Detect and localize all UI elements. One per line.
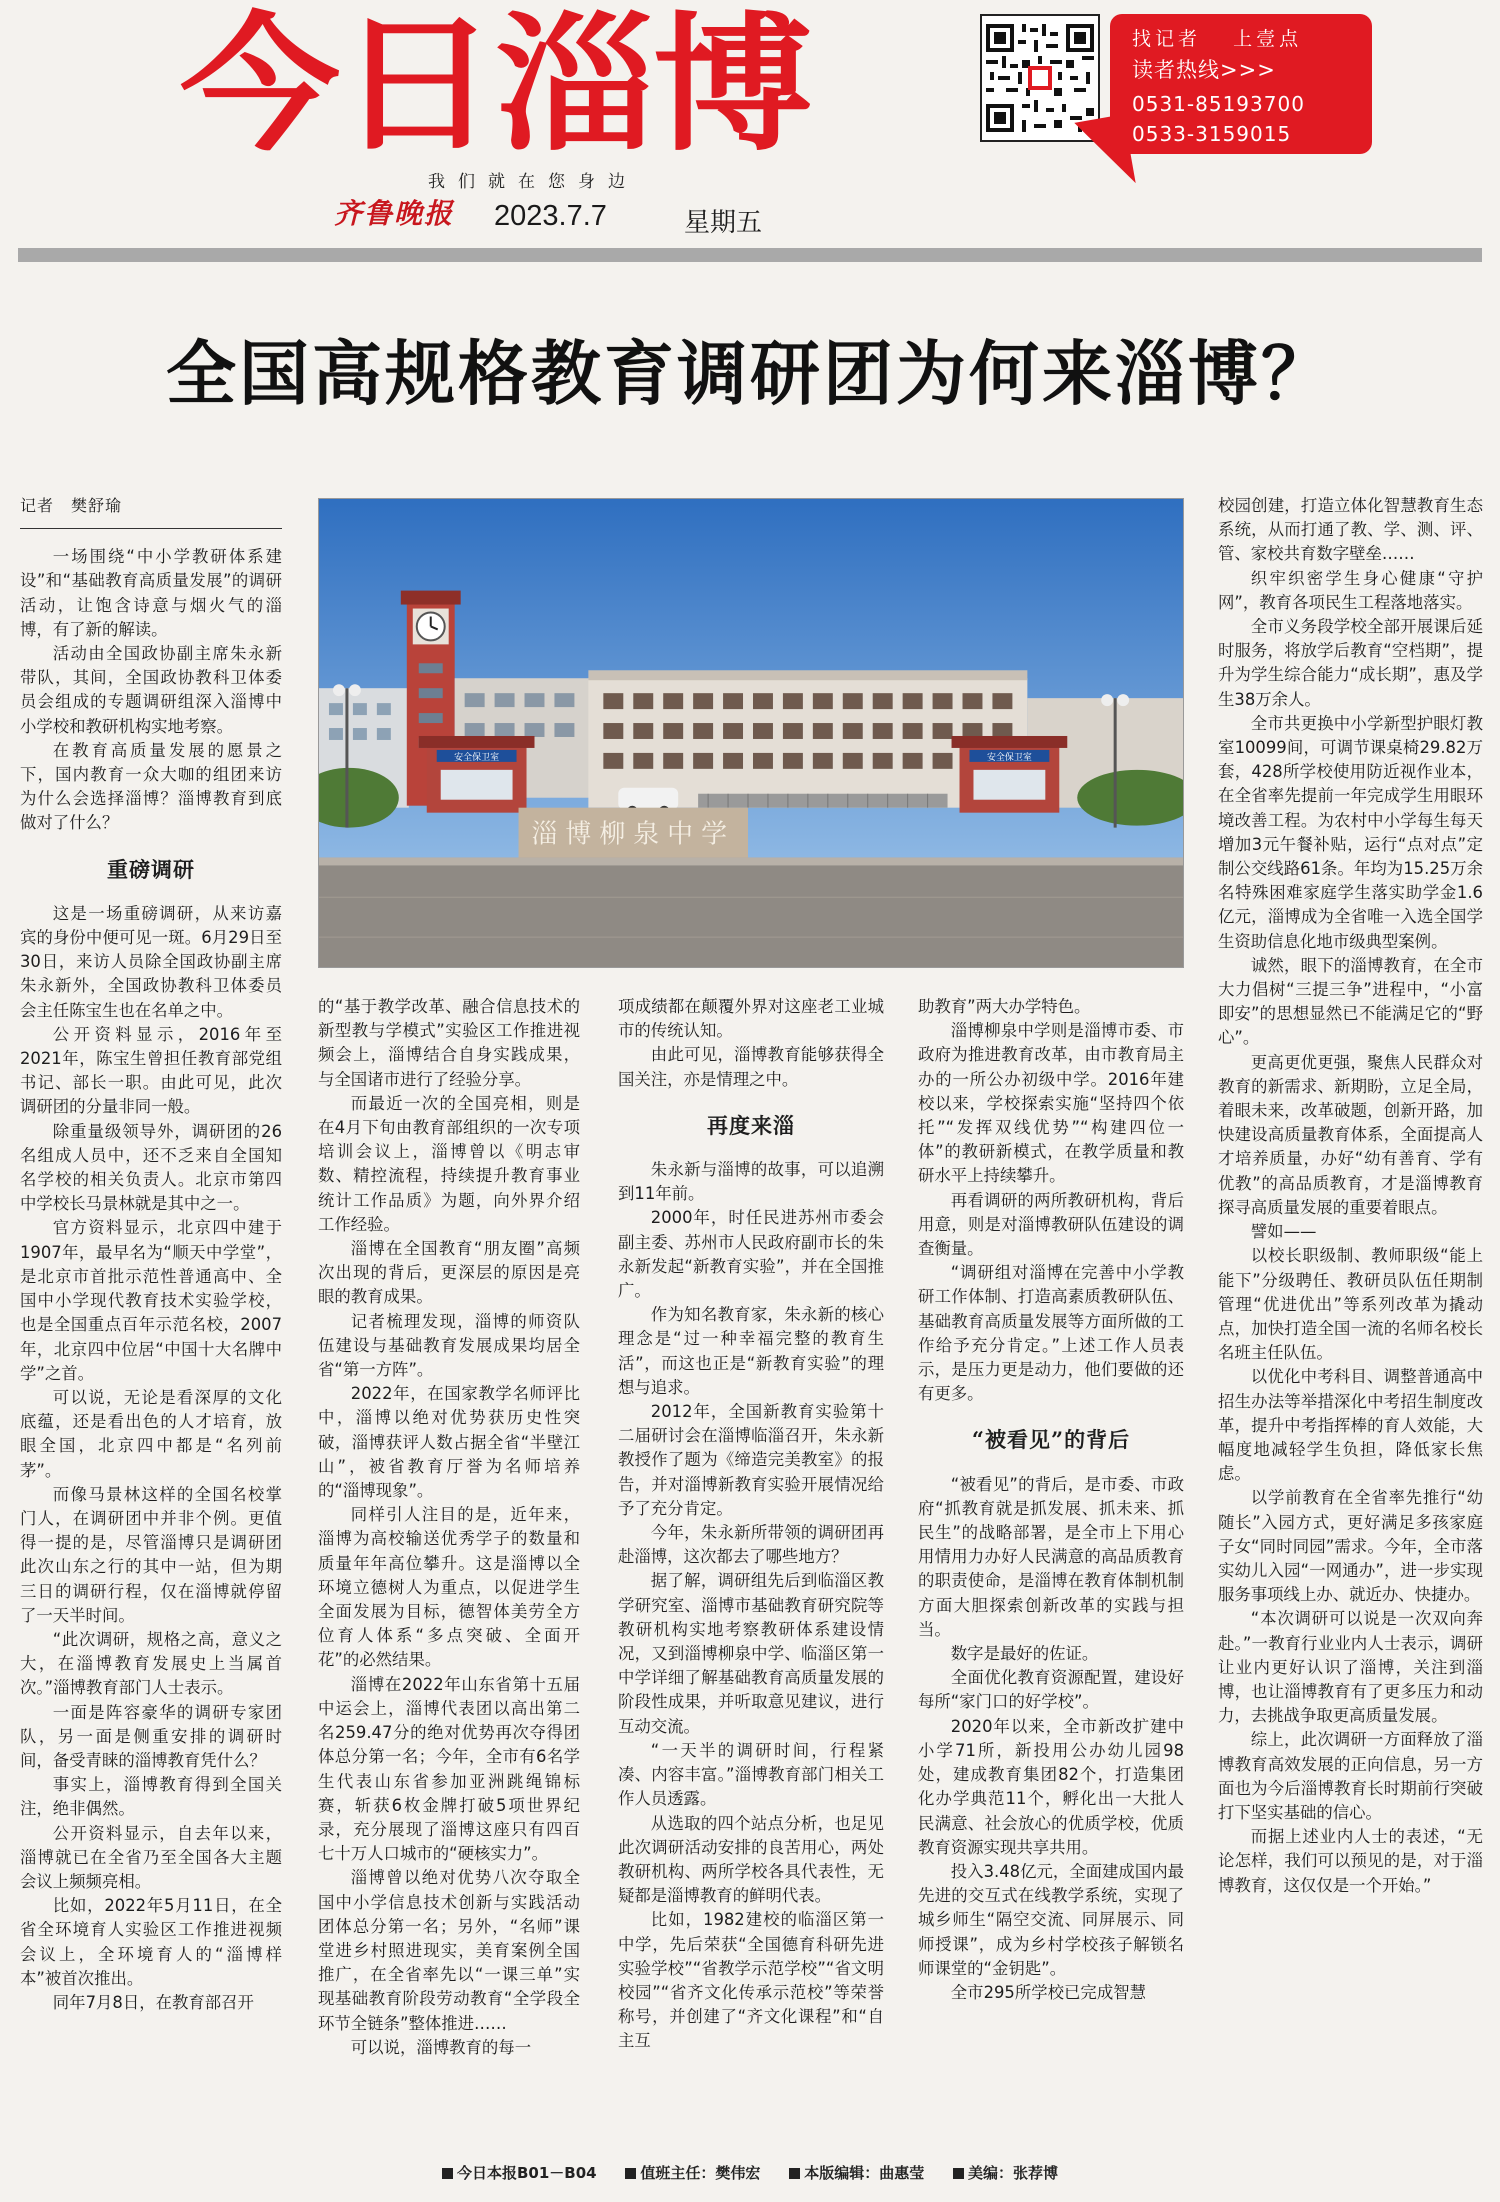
paragraph: 淄博曾以绝对优势八次夺取全国中小学信息技术创新与实践活动团体总分第一名；另外，“名师”课堂进乡村照进现实，美育案例全国推广，在全省率先以“一课三单”实现基础教育阶段劳动教育“全学段全环节全链条”整体推进……: [318, 1868, 580, 2033]
masthead: [0, 0, 1500, 270]
guard-house-left-sign: 安全保卫室: [454, 752, 500, 763]
paragraph: 以优化中考科目、调整普通高中招生办法等举措深化中考招生制度改革，提升中考指挥棒的育人效能，大幅度地减轻学生负担，降低家长焦虑。: [1218, 1367, 1483, 1484]
footer-item: [789, 2164, 924, 2182]
article-column-2: [318, 995, 580, 2157]
paragraph: 淄博在2022年山东省第十五届中运会上，淄博代表团以高出第二名259.47分的绝对优势再次夺得团体总分第一名；今年，全市有6名学生代表山东省参加亚洲跳绳锦标赛，斩获6枚金牌打破5项世界纪录，充分展现了淄博这座只有四百七十万人口城市的“硬核实力”。: [318, 1674, 580, 1864]
paragraph: 朱永新与淄博的故事，可以追溯到11年前。: [618, 1160, 884, 1204]
masthead-divider: [18, 248, 1482, 262]
reader-hotline-box: [1110, 14, 1372, 154]
paragraph: 校园创建，打造立体化智慧教育生态系统，从而打通了教、学、测、评、管、家校共育数字壁垒……: [1218, 496, 1483, 564]
paragraph: 全市295所学校已完成智慧: [950, 1982, 1146, 2002]
paragraph: 公开资料显示，2016年至2021年，陈宝生曾担任教育部党组书记、部长一职。由此可见，此次调研团的分量非同一般。: [20, 1024, 282, 1117]
paragraph: 而最近一次的全国亮相，则是在4月下旬由教育部组织的一次专项培训会议上，淄博曾以《明志审数、精控流程，持续提升教育事业统计工作品质》为题，向外界介绍工作经验。: [318, 1093, 580, 1234]
square-bullet-icon: [789, 2168, 800, 2179]
hotline-phone-2[interactable]: 0533-3159015: [1132, 122, 1292, 146]
paragraph: 同年7月8日，在教育部召开: [52, 1992, 254, 2012]
paragraph: 记者梳理发现，淄博的师资队伍建设与基础教育发展成果均居全省“第一方阵”。: [318, 1311, 580, 1380]
footer-art-editor: 美编：张荐博: [967, 2164, 1058, 2182]
paragraph: 投入3.48亿元，全面建成国内最先进的交互式在线教学系统，实现了城乡师生“隔空交流、同屏展示、同师授课”，成为乡村学校孩子解锁名师课堂的“金钥匙”。: [918, 1861, 1184, 1978]
paragraph: 一面是阵容豪华的调研专家团队，另一面是侧重安排的调研时间，备受青睐的淄博教育凭什么？: [20, 1702, 282, 1770]
square-bullet-icon: [442, 2168, 453, 2179]
byline: 记者 樊舒瑜: [20, 496, 123, 515]
paragraph: 今年，朱永新所带领的调研团再赴淄博，这次都去了哪些地方？: [618, 1523, 884, 1567]
paragraph: 可以说，无论是看深厚的文化底蕴，还是看出色的人才培育，放眼全国，北京四中都是“名列前茅”。: [20, 1387, 282, 1480]
paragraph: “此次调研，规格之高，意义之大，在淄博教育发展史上当属首次。”淄博教育部门人士表示。: [20, 1629, 282, 1698]
paragraph: 由此可见，淄博教育能够获得全国关注，亦是情理之中。: [618, 1045, 884, 1089]
footer-item: [625, 2164, 760, 2182]
paragraph: “一天半的调研时间，行程紧凑、内容丰富。”淄博教育部门相关工作人员透露。: [618, 1740, 884, 1809]
article-headline: 全国高规格教育调研团为何来淄博？: [166, 332, 1334, 415]
paragraph: 可以说，淄博教育的每一: [350, 2037, 532, 2057]
paragraph: 比如，2022年5月11日，在全省全环境育人实验区工作推进视频会议上，全环境育人的“淄博样本”被首次推出。: [20, 1896, 282, 1988]
hotline-phone-1[interactable]: 0531-85193700: [1132, 92, 1305, 116]
guard-house-right-sign: 安全保卫室: [986, 752, 1032, 763]
paragraph: 以校长职级制、教师职级“能上能下”分级聘任、教研员队伍任期制管理“优进优出”等系列改革为撬动点，加快打造全国一流的名师名校长名班主任队伍。: [1218, 1246, 1483, 1363]
paragraph: 项成绩都在颠覆外界对这座老工业城市的传统认知。: [618, 997, 884, 1041]
paragraph: 更高更优更强，聚焦人民群众对教育的新需求、新期盼，立足全局，着眼未来，改革破题，创新开路，加快建设高质量教育体系，全面提高人才培养质量，办好“幼有善育、学有优教”的高品质教育，才是淄博教育探寻高质量发展的重要着眼点。: [1218, 1052, 1483, 1217]
paragraph: 助教育”两大办学特色。: [918, 997, 1091, 1016]
paragraph: 事实上，淄博教育得到全国关注，绝非偶然。: [20, 1775, 282, 1819]
byline-divider: [20, 528, 282, 529]
paragraph: 活动由全国政协副主席朱永新带队，其间，全国政协教科卫体委员会组成的专题调研组深入淄博中小学校和教研机构实地考察。: [20, 644, 282, 736]
school-sign: 淄博柳泉中学: [531, 819, 736, 850]
paragraph: 在教育高质量发展的愿景之下，国内教育一众大咖的组团来访为什么会选择淄博？淄博教育到底做对了什么？: [20, 740, 282, 833]
paragraph: 织牢织密学生身心健康“守护网”，教育各项民生工程落地落实。: [1218, 568, 1483, 612]
article-column-3: [618, 995, 884, 2157]
paragraph: 这是一场重磅调研，从来访嘉宾的身份中便可见一斑。6月29日至30日，来访人员除全国政协副主席朱永新外，全国政协教科卫体委员会主任陈宝生也在名单之中。: [20, 903, 282, 1020]
paragraph: 同样引人注目的是，近年来，淄博为高校输送优秀学子的数量和质量年年高位攀升。这是淄博以全环境立德树人为重点，以促进学生全面发展为目标，德智体美劳全方位育人体系“多点突破、全面开花”的必然结果。: [318, 1505, 580, 1670]
paragraph: “本次调研可以说是一次双向奔赴。”一教育行业业内人士表示，调研让业内更好认识了淄博，关注到淄博，也让淄博教育有了更多压力和动力，去挑战争取更高质量发展。: [1218, 1609, 1483, 1726]
paragraph: “被看见”的背后，是市委、市政府“抓教育就是抓发展、抓未来、抓民生”的战略部署，是全市上下用心用情用力办好人民满意的高品质教育的职责使命，是淄博在教育体制机制方面大胆探索创新改革的实践与担当。: [918, 1474, 1184, 1639]
footer-item: [953, 2164, 1058, 2182]
issue-weekday: 星期五: [684, 208, 763, 238]
paragraph: 比如，1982建校的临淄区第一中学，先后荣获“全国德育科研先进实验学校”“省教学示范学校”“省文明校园”“省齐文化传承示范校”等荣誉称号，并创建了“齐文化课程”和“自主互: [618, 1910, 884, 2051]
paragraph: 从选取的四个站点分析，也足见此次调研活动安排的良苦用心，两处教研机构、两所学校各具代表性，无疑都是淄博教育的鲜明代表。: [618, 1813, 884, 1906]
paragraph: 2022年，在国家教学名师评比中，淄博以绝对优势获历史性突破，淄博获评人数占据全省“半壁江山”，被省教育厅誉为名师培养的“淄博现象”。: [318, 1384, 580, 1501]
paragraph: 的“基于教学改革、融合信息技术的新型教与学模式”实验区工作推进视频会上，淄博结合自身实践成果，与全国诸市进行了经验分享。: [318, 997, 580, 1089]
paragraph: 作为知名教育家，朱永新的核心理念是“过一种幸福完整的教育生活”，而这也正是“新教育实验”的理想与追求。: [618, 1305, 884, 1397]
paragraph: 而像马景林这样的全国名校掌门人，在调研团中并非个例。更值得一提的是，尽管淄博只是调研团此次山东之行的其中一站，但为期三日的调研行程，仅在淄博就停留了一天半时间。: [20, 1484, 282, 1625]
paragraph: 全面优化教育资源配置，建设好每所“家门口的好学校”。: [918, 1668, 1184, 1712]
paragraph: 官方资料显示，北京四中建于1907年，最早名为“顺天中学堂”，是北京市首批示范性普通高中、全国中小学现代教育技术实验学校，也是全国重点百年示范名校，2007年，北京四中位居“中国十大名牌中学”之首。: [20, 1218, 282, 1383]
paragraph: 譬如——: [1250, 1222, 1317, 1242]
paragraph: 再看调研的两所教研机构，背后用意，则是对淄博教研队伍建设的调查衡量。: [918, 1190, 1184, 1259]
paragraph: 公开资料显示，自去年以来，淄博就已在全省乃至全国各大主题会议上频频亮相。: [20, 1823, 282, 1891]
paragraph: 而据上述业内人士的表述，“无论怎样，我们可以预见的是，对于淄博教育，这仅仅是一个开始。”: [1218, 1827, 1483, 1895]
footer-duty-editor: 值班主任：樊伟宏: [640, 2164, 761, 2182]
paragraph: 以学前教育在全省率先推行“幼随长”入园方式，更好满足多孩家庭子女“同时同园”需求。今年，全市落实幼儿入园“一网通办”，进一步实现服务事项线上办、就近办、快捷办。: [1218, 1488, 1483, 1605]
footer-pages: 今日本报B01－B04: [456, 2164, 597, 2182]
hotline-label: 读者热线>>>: [1132, 58, 1276, 82]
paragraph: 2020年以来，全市新改扩建中小学71所，新投用公办幼儿园98处，建成教育集团82个，打造集团化办学典范11个，孵化出一大批人民满意、社会放心的优质学校，优质教育资源实现共享共用。: [918, 1716, 1184, 1857]
article-column-5: [1218, 494, 1483, 2156]
square-bullet-icon: [625, 2168, 636, 2179]
page-footer: [0, 2162, 1500, 2192]
masthead-title: 今日淄博: [180, 0, 811, 171]
issue-date: 2023.7.7: [494, 200, 607, 232]
square-bullet-icon: [953, 2168, 964, 2179]
paragraph: 全市共更换中小学新型护眼灯教室10099间，可调节课桌椅29.82万套，428所学校使用防近视作业本，在全省率先提前一年完成学生用眼环境改善工程。为农村中小学每生每天增加3元午餐补贴，运行“点对点”定制公交线路61条。年均为15.25万余名特殊困难家庭学生落实助学金1.6亿元，淄博成为全省唯一入选全国学生资助信息化地市级典型案例。: [1218, 713, 1483, 951]
school-photo: [318, 498, 1184, 968]
article-column-1: [20, 494, 282, 2156]
footer-item: [442, 2164, 597, 2182]
find-reporter-label: 找记者: [1132, 28, 1202, 50]
paragraph: 一场围绕“中小学教研体系建设”和“基础教育高质量发展”的调研活动，让饱含诗意与烟火气的淄博，有了新的解读。: [20, 547, 282, 639]
section-heading-behind-being-seen: “被看见”的背后: [971, 1427, 1131, 1453]
newspaper-logo: 齐鲁晚报: [334, 197, 455, 230]
slogan: 我们就在您身边: [428, 172, 638, 192]
paragraph: 综上，此次调研一方面释放了淄博教育高效发展的正向信息，另一方面也为今后淄博教育长时期前行突破打下坚实基础的信心。: [1218, 1730, 1483, 1822]
paragraph: 数字是最好的佐证。: [950, 1644, 1099, 1664]
paragraph: 全市义务段学校全部开展课后延时服务，将放学后教育“空档期”，提升为学生综合能力“成长期”，惠及学生38万余人。: [1218, 617, 1483, 709]
section-heading-heavyweight-research: 重磅调研: [107, 856, 195, 882]
paragraph: 诚然，眼下的淄博教育，在全市大力倡树“三提三争”进程中，“小富即安”的思想显然已不能满足它的“野心”。: [1218, 955, 1483, 1048]
paragraph: 淄博在全国教育“朋友圈”高频次出现的背后，更深层的原因是亮眼的教育成果。: [318, 1239, 580, 1307]
paragraph: 除重量级领导外，调研团的26名组成人员中，还不乏来自全国知名学校的相关负责人。北京市第四中学校长马景林就是其中之一。: [20, 1121, 282, 1214]
paragraph: 据了解，调研组先后到临淄区教学研究室、淄博市基础教育研究院等教研机构实地考察教研体系建设情况，又到淄博柳泉中学、临淄区第一中学详细了解基础教育高质量发展的阶段性成果，并听取意见建议，进行互动交流。: [618, 1571, 884, 1736]
paragraph: 2000年，时任民进苏州市委会副主委、苏州市人民政府副市长的朱永新发起“新教育实验”，并在全国推广。: [618, 1208, 884, 1301]
section-heading-return-visit: 再度来淄: [707, 1112, 795, 1138]
paragraph: 淄博柳泉中学则是淄博市委、市政府为推进教育改革，由市教育局主办的一所公办初级中学。2016年建校以来，学校探索实施“坚持四个依托”“发挥双线优势”“构建四位一体”的教研新模式，在教学质量和教研水平上持续攀升。: [918, 1021, 1184, 1186]
footer-page-editor: 本版编辑：曲惠莹: [804, 2164, 925, 2182]
article-column-4: [918, 995, 1184, 2157]
app-name-label: 上壹点: [1233, 28, 1303, 50]
paragraph: 2012年，全国新教育实验第十二届研讨会在淄博临淄召开，朱永新教授作了题为《缔造完美教室》的报告，并对淄博新教育实验开展情况给予了充分肯定。: [618, 1402, 884, 1518]
paragraph: “调研组对淄博在完善中小学教研工作体制、打造高素质教研队伍、基础教育高质量发展等方面所做的工作给予充分肯定。”上述工作人员表示，是压力更是动力，他们要做的还有更多。: [918, 1263, 1184, 1404]
